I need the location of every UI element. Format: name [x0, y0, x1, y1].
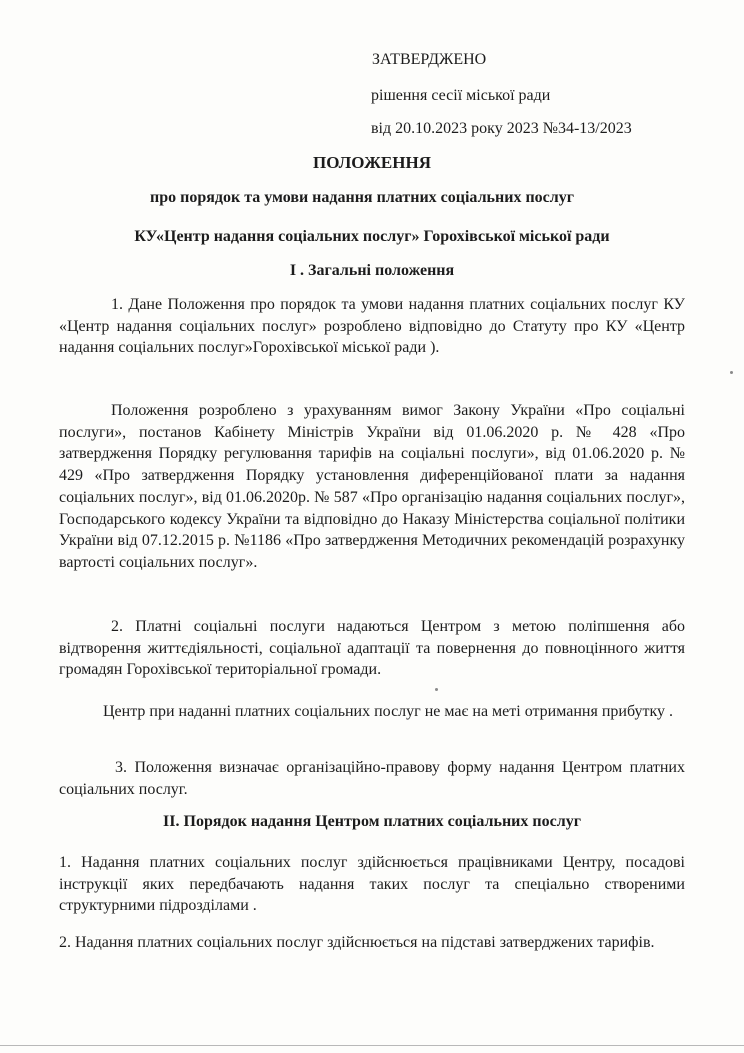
- paragraph: [59, 400, 685, 574]
- paragraph-text: 2. Платні соціальні послуги надаються Центром з метою поліпшення або відтворення життєдіяльності, соціальної адаптації та повернення до повноцінного життя громадян Горохівської територіальної громади.: [59, 618, 685, 679]
- approval-heading: ЗАТВЕРДЖЕНО: [372, 51, 487, 68]
- paragraph-text: Центр при наданні платних соціальних послуг не має на меті отримання прибутку .: [103, 703, 674, 720]
- scan-speck: [730, 371, 733, 374]
- paragraph: [59, 294, 685, 359]
- document-subtitle: про порядок та умови надання платних соціальних послуг: [149, 189, 575, 206]
- paragraph: [59, 932, 685, 954]
- paragraph-text: 2. Надання платних соціальних послуг здійснюється на підставі затверджених тарифів.: [59, 934, 655, 951]
- paragraph-text: 1. Дане Положення про порядок та умови надання платних соціальних послуг КУ «Центр надання соціальних послуг» розроблено відповідно до Статуту про КУ «Центр надання соціальних послуг»Горохівської міської ради ).: [59, 296, 685, 357]
- section-heading-procedure: ІІ. Порядок надання Центром платних соціальних послуг: [163, 813, 581, 830]
- paragraph-text: 1. Надання платних соціальних послуг здійснюється працівниками Центру, посадові інструкції яких передбачають надання таких послуг та спеціально створеними структурними підрозділами .: [59, 854, 685, 915]
- paragraph: [59, 616, 685, 681]
- scan-speck: [435, 688, 438, 691]
- paragraph-text: 3. Положення визначає організаційно-правову форму надання Центром платних соціальних послуг.: [59, 759, 685, 798]
- scan-edge: [0, 1045, 744, 1046]
- section-heading-general: І . Загальні положення: [289, 262, 455, 279]
- approval-decision: рішення сесії міської ради: [371, 87, 551, 104]
- approval-date-number: від 20.10.2023 року 2023 №34-13/2023: [371, 120, 632, 137]
- document-title: ПОЛОЖЕННЯ: [313, 153, 431, 172]
- paragraph-text: Положення розроблено з урахуванням вимог Закону України «Про соціальні послуги», постанов Кабінету Міністрів України від 01.06.2020 р. № 428 «Про затвердження Порядку регулювання тарифів на соціальні послуги», від 01.06.2020 р. № 429 «Про затвердження Порядку установлення диференційованої плати за надання соціальних послуг», від 01.06.2020р. № 587 «Про організацію надання соціальних послуг», Господарського кодексу України та відповідно до Наказу Міністерства соціальної політики України від 07.12.2015 р. №1186 «Про затвердження Методичних рекомендацій розрахунку вартості соціальних послуг».: [59, 402, 685, 571]
- paragraph: [59, 757, 685, 800]
- paragraph: [59, 701, 685, 723]
- organization-name: КУ«Центр надання соціальних послуг» Горохівської міської ради: [134, 228, 610, 245]
- paragraph: [59, 852, 685, 917]
